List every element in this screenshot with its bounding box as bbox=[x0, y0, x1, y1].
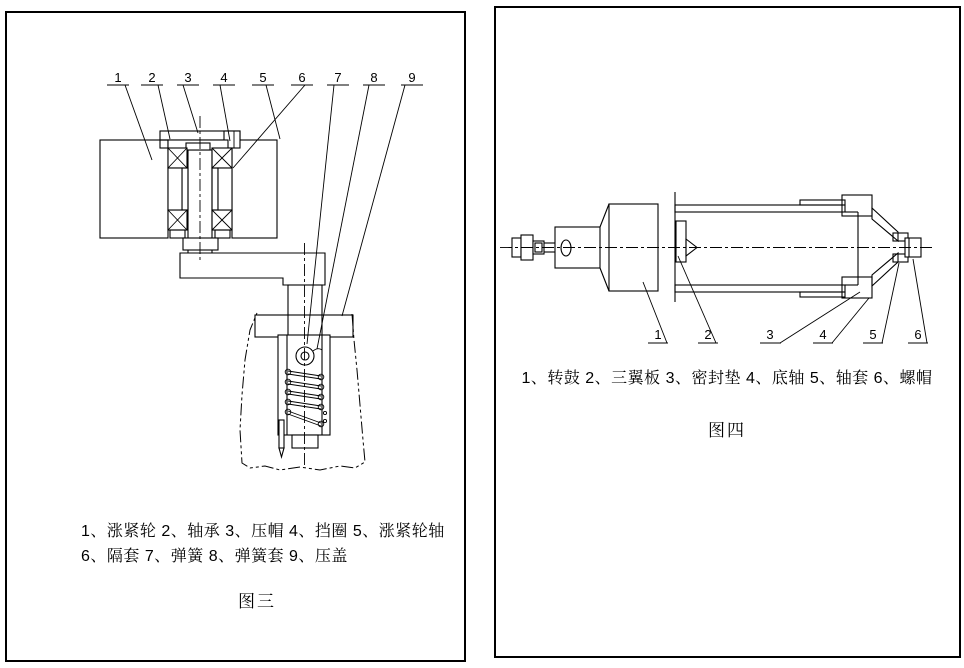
figure4-title: 图四 bbox=[708, 421, 746, 440]
callout-label: 1 bbox=[654, 327, 662, 342]
bearing-lower-left bbox=[168, 210, 187, 230]
callout-label: 1 bbox=[114, 70, 122, 85]
callout-label: 6 bbox=[298, 70, 306, 85]
callout-label: 6 bbox=[914, 327, 922, 342]
callout-label: 8 bbox=[370, 70, 378, 85]
bearing-upper-left bbox=[168, 148, 187, 168]
callout-label: 5 bbox=[259, 70, 267, 85]
callout-label: 2 bbox=[148, 70, 156, 85]
figure3-title: 图三 bbox=[238, 592, 276, 611]
figure4-caption: 1、转鼓 2、三翼板 3、密封垫 4、底轴 5、轴套 6、螺帽 bbox=[521, 370, 933, 387]
figure4-frame bbox=[495, 7, 960, 657]
callout-label: 4 bbox=[220, 70, 228, 85]
callout-label: 4 bbox=[819, 327, 827, 342]
callout-label: 3 bbox=[184, 70, 192, 85]
callout-label: 5 bbox=[869, 327, 877, 342]
bearing-upper-right bbox=[212, 148, 232, 168]
figure3-caption-line2: 6、隔套 7、弹簧 8、弹簧套 9、压盖 bbox=[81, 548, 348, 565]
callout-label: 3 bbox=[766, 327, 774, 342]
callout-label: 7 bbox=[334, 70, 342, 85]
callout-label: 9 bbox=[408, 70, 416, 85]
bearing-lower-right bbox=[212, 210, 232, 230]
figure3-caption-line1: 1、涨紧轮 2、轴承 3、压帽 4、挡圈 5、涨紧轮轴 bbox=[81, 523, 445, 540]
callout-label: 2 bbox=[704, 327, 712, 342]
